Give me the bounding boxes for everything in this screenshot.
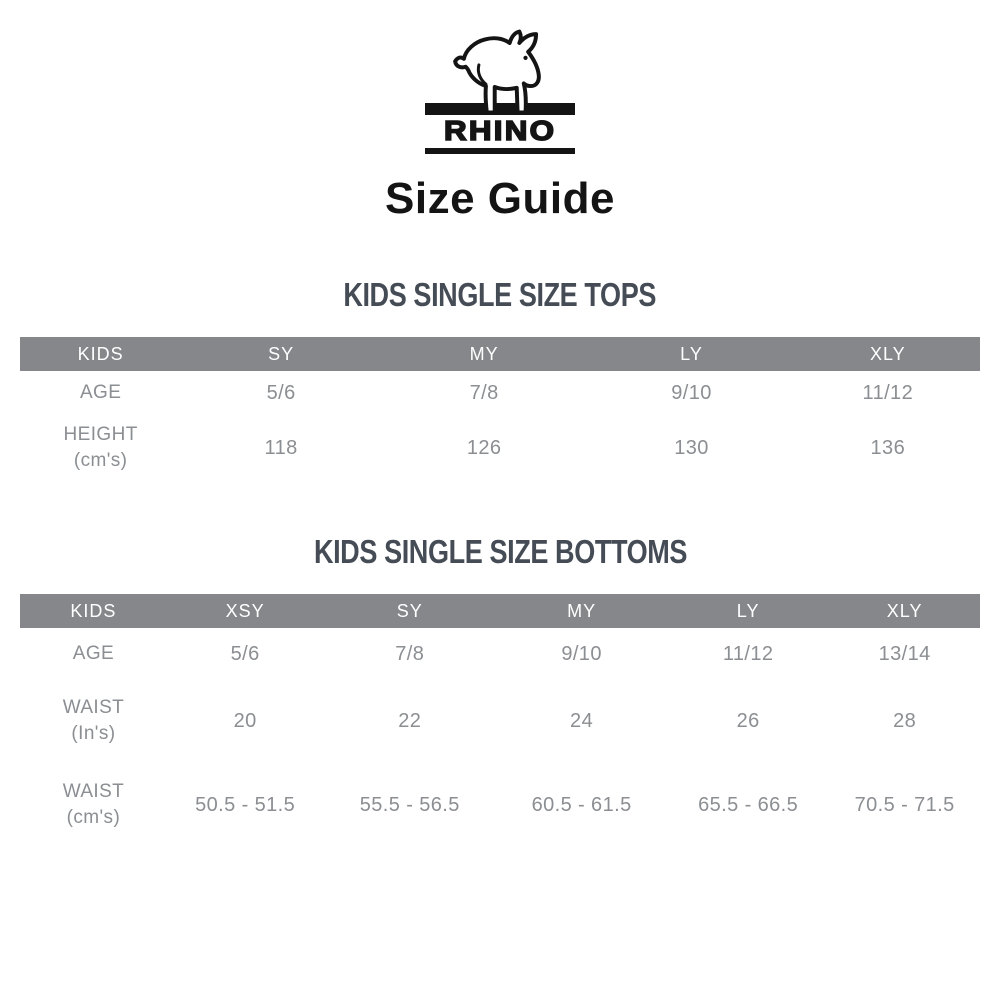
row-label: AGE xyxy=(72,643,115,665)
row-label: WAIST (In's) xyxy=(62,697,125,744)
size-value-cell: 7/8 xyxy=(469,381,499,404)
size-value-cell: 22 xyxy=(398,709,422,732)
size-value-cell: 136 xyxy=(870,436,906,459)
column-header: MY xyxy=(381,337,587,371)
size-value-cell: 130 xyxy=(674,436,709,459)
size-tables xyxy=(0,278,1000,848)
size-value-cell: 11/12 xyxy=(722,642,774,665)
size-value-cell: 7/8 xyxy=(395,642,425,665)
column-header: KIDS xyxy=(20,337,181,371)
size-value-cell: 9/10 xyxy=(561,642,602,665)
size-value-cell: 55.5 - 56.5 xyxy=(359,793,460,816)
column-header: XLY xyxy=(796,337,980,371)
table-header-row xyxy=(20,337,980,371)
row-label: WAIST (cm's) xyxy=(62,781,125,828)
size-value-cell: 28 xyxy=(893,709,917,732)
size-value-cell: 13/14 xyxy=(878,642,931,665)
brand-logo xyxy=(0,28,1000,154)
column-header: KIDS xyxy=(20,594,167,628)
column-header: MY xyxy=(496,594,667,628)
size-value-cell: 26 xyxy=(736,709,760,732)
row-label: AGE xyxy=(79,382,122,404)
tops-size-table xyxy=(20,337,980,481)
size-value-cell: 9/10 xyxy=(671,381,712,404)
size-value-cell: 5/6 xyxy=(230,642,260,665)
table-row xyxy=(20,415,980,481)
column-header: XLY xyxy=(829,594,980,628)
tops-table-title xyxy=(0,278,1000,311)
column-header: SY xyxy=(323,594,496,628)
row-label: HEIGHT (cm's) xyxy=(63,424,138,471)
size-value-cell: 24 xyxy=(570,709,594,732)
bottoms-table-title-text: KIDS SINGLE SIZE BOTTOMS xyxy=(313,533,687,570)
table-header-row xyxy=(20,594,980,628)
size-value-cell: 50.5 - 51.5 xyxy=(195,793,296,816)
size-value-cell: 65.5 - 66.5 xyxy=(698,793,799,816)
size-value-cell: 118 xyxy=(264,436,298,459)
size-value-cell: 5/6 xyxy=(266,381,296,404)
size-value-cell: 70.5 - 71.5 xyxy=(854,793,955,816)
section-tops xyxy=(0,278,1000,481)
table-row xyxy=(20,628,980,680)
logo-bottom-bar xyxy=(425,148,575,154)
size-value-cell: 20 xyxy=(233,709,257,732)
column-header: XSY xyxy=(167,594,323,628)
rhino-icon xyxy=(447,28,553,116)
table-row xyxy=(20,762,980,848)
column-header: LY xyxy=(667,594,829,628)
section-bottoms xyxy=(0,535,1000,848)
bottoms-table-title xyxy=(0,535,1000,568)
size-value-cell: 11/12 xyxy=(862,381,914,404)
page-title: Size Guide xyxy=(385,174,615,223)
size-value-cell: 60.5 - 61.5 xyxy=(531,793,632,816)
tops-table-title-text: KIDS SINGLE SIZE TOPS xyxy=(343,276,657,313)
column-header: LY xyxy=(587,337,795,371)
bottoms-size-table xyxy=(20,594,980,848)
column-header: SY xyxy=(181,337,381,371)
table-row xyxy=(20,371,980,415)
brand-name: RHINO xyxy=(443,115,557,146)
table-row xyxy=(20,680,980,762)
size-value-cell: 126 xyxy=(466,436,502,459)
